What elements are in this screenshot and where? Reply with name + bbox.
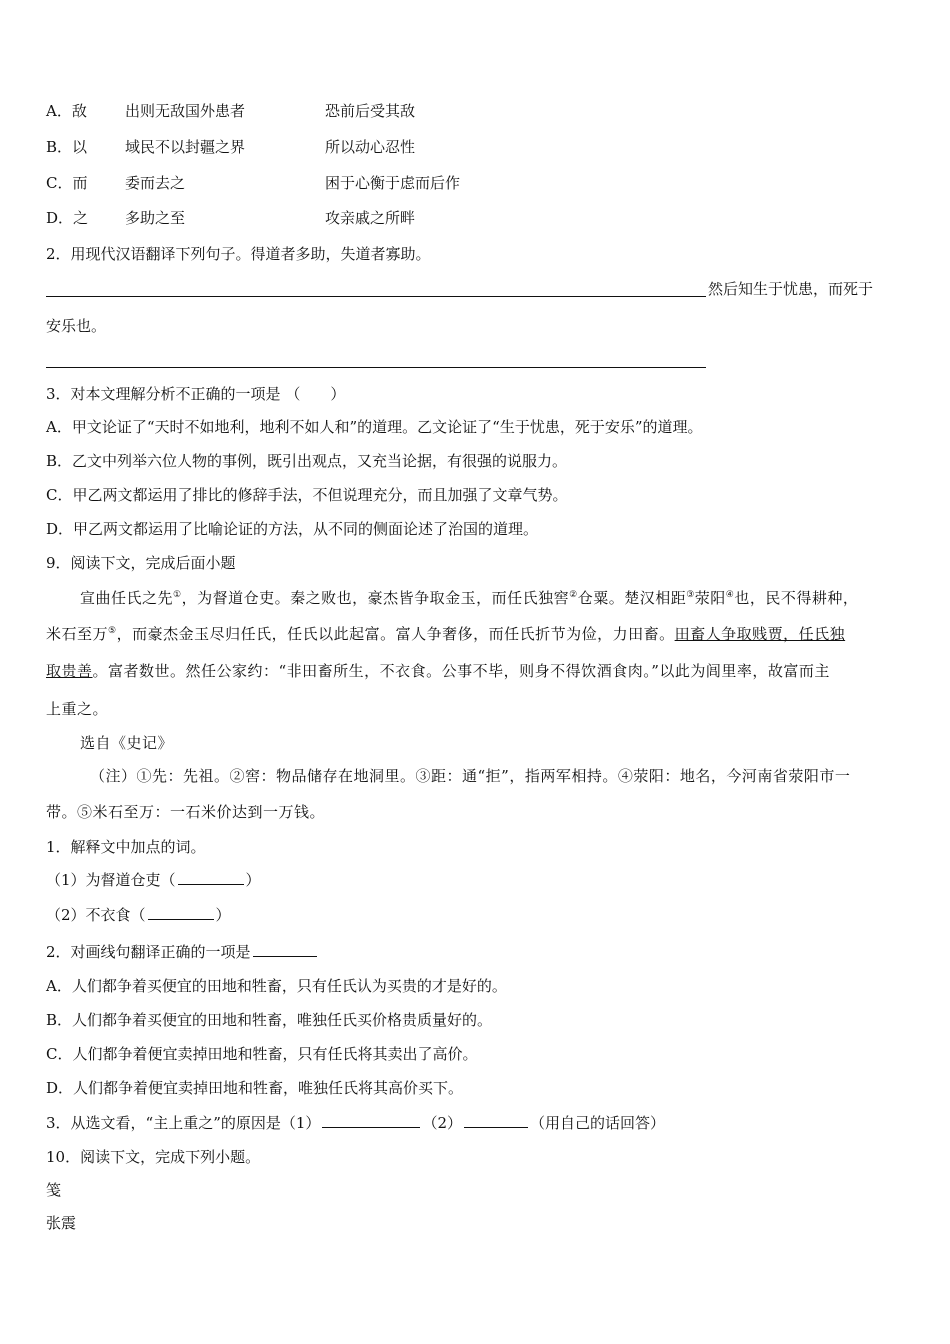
- passage-text: 宣曲任氏之先: [80, 589, 174, 607]
- footnote-mark: ②: [569, 590, 578, 600]
- q9-title: 9．阅读下文，完成后面小题: [46, 554, 236, 572]
- item-text-end: ）: [245, 871, 261, 889]
- q10-title: 10．阅读下文，完成下列小题。: [46, 1148, 261, 1166]
- passage-line-2: [46, 623, 845, 645]
- passage-notes-2: 带。⑤米石至万：一石米价达到一万钱。: [46, 803, 326, 821]
- underlined-sentence: 取贵善: [46, 662, 93, 680]
- q2-sentence-part1: 然后知生于忧患，而死于: [708, 280, 874, 298]
- poem-title: 笺: [46, 1181, 62, 1199]
- q1-option-sentence-b: 恐前后受其敌: [325, 102, 416, 120]
- q9-2-prompt: 2．对画线句翻译正确的一项是: [46, 943, 251, 961]
- q1-option-sentence-a: 委而去之: [125, 174, 186, 192]
- answer-line[interactable]: [46, 367, 706, 368]
- q1-option-sentence-b: 所以动心忍性: [325, 138, 416, 156]
- passage-text: 仓粟。楚汉相距: [577, 589, 687, 607]
- answer-blank[interactable]: [148, 904, 214, 920]
- q3-prompt: 3．对本文理解分析不正确的一项是 （ ）: [46, 385, 346, 403]
- q9-1-item-1: [46, 869, 261, 891]
- q9-3-text-a: 3．从选文看，“主上重之”的原因是（1）: [46, 1114, 321, 1132]
- q9-2-option: B．人们都争着买便宜的田地和牲畜，唯独任氏买价格贵质量好的。: [46, 1011, 493, 1029]
- passage-source: 选自《史记》: [80, 734, 174, 752]
- q3-option: C．甲乙两文都运用了排比的修辞手法，不但说理充分，而且加强了文章气势。: [46, 486, 568, 504]
- q1-option-label: A．敌: [46, 102, 87, 120]
- footnote-mark: ①: [173, 590, 182, 600]
- passage-line-3: [46, 660, 830, 682]
- passage-text: 。富者数世。然任公家约：“非田畜所生，不衣食。公事不毕，则身不得饮酒食肉。”以此为闾里率，故富而主: [92, 662, 830, 680]
- passage-text: 荥阳: [694, 589, 726, 607]
- underlined-sentence: 田畜人争取贱贾，任氏独: [674, 625, 846, 643]
- passage-notes-1: （注）①先：先祖。②窖：物品储存在地洞里。③距：通“拒”，指两军相持。④荥阳：地名，今河南省荥阳市一: [90, 767, 851, 785]
- answer-blank[interactable]: [253, 941, 317, 957]
- q1-option-sentence-b: 困于心衡于虑而后作: [325, 174, 461, 192]
- q3-option: A．甲文论证了“天时不如地利，地利不如人和”的道理。乙文论证了“生于忧患，死于安乐”的道理。: [46, 418, 703, 436]
- q3-option: D．甲乙两文都运用了比喻论证的方法，从不同的侧面论述了治国的道理。: [46, 520, 539, 538]
- q1-option-label: C．而: [46, 174, 88, 192]
- q9-2-option: C．人们都争着便宜卖掉田地和牲畜，只有任氏将其卖出了高价。: [46, 1045, 478, 1063]
- footnote-mark: ⑤: [108, 626, 117, 636]
- answer-blank[interactable]: [464, 1112, 528, 1128]
- passage-line-4: 上重之。: [46, 700, 109, 718]
- passage-text: 米石至万: [46, 625, 109, 643]
- q1-option-sentence-a: 域民不以封疆之界: [125, 138, 246, 156]
- q1-option-label: B．以: [46, 138, 88, 156]
- passage-text: 也，民不得耕种，: [734, 589, 859, 607]
- footnote-mark: ③: [686, 590, 695, 600]
- q3-option: B．乙文中列举六位人物的事例，既引出观点，又充当论据，有很强的说服力。: [46, 452, 568, 470]
- q9-3-text-b: （2）: [422, 1114, 462, 1132]
- answer-blank[interactable]: [322, 1112, 420, 1128]
- q1-option-sentence-b: 攻亲戚之所畔: [325, 209, 416, 227]
- q9-2-prompt-row: [46, 941, 319, 963]
- q9-3-row: [46, 1112, 665, 1134]
- q2-prompt: 2．用现代汉语翻译下列句子。得道者多助，失道者寡助。: [46, 245, 431, 263]
- item-text-end: ）: [215, 906, 231, 924]
- q9-1-item-2: [46, 904, 231, 926]
- q1-option-sentence-a: 多助之至: [125, 209, 186, 227]
- footnote-mark: ④: [725, 590, 735, 600]
- answer-line[interactable]: [46, 296, 706, 297]
- q1-option-label: D．之: [46, 209, 89, 227]
- answer-blank[interactable]: [178, 869, 244, 885]
- poem-author: 张震: [46, 1214, 77, 1232]
- item-text: （1）为督道仓吏（: [46, 871, 176, 889]
- q9-3-text-c: （用自己的话回答）: [529, 1114, 665, 1132]
- q1-option-sentence-a: 出则无敌国外患者: [125, 102, 246, 120]
- q9-2-option: A．人们都争着买便宜的田地和牲畜，只有任氏认为买贵的才是好的。: [46, 977, 507, 995]
- q9-1-prompt: 1．解释文中加点的词。: [46, 838, 206, 856]
- q2-sentence-part2: 安乐也。: [46, 317, 107, 335]
- item-text: （2）不衣食（: [46, 906, 146, 924]
- passage-text: ，而豪杰金玉尽归任氏，任氏以此起富。富人争奢侈，而任氏折节为俭，力田畜。: [116, 625, 675, 643]
- passage-text: ，为督道仓吏。秦之败也，豪杰皆争取金玉，而任氏独窖: [181, 589, 570, 607]
- q9-2-option: D．人们都争着便宜卖掉田地和牲畜，唯独任氏将其高价买下。: [46, 1079, 464, 1097]
- passage-line-1: [80, 587, 858, 609]
